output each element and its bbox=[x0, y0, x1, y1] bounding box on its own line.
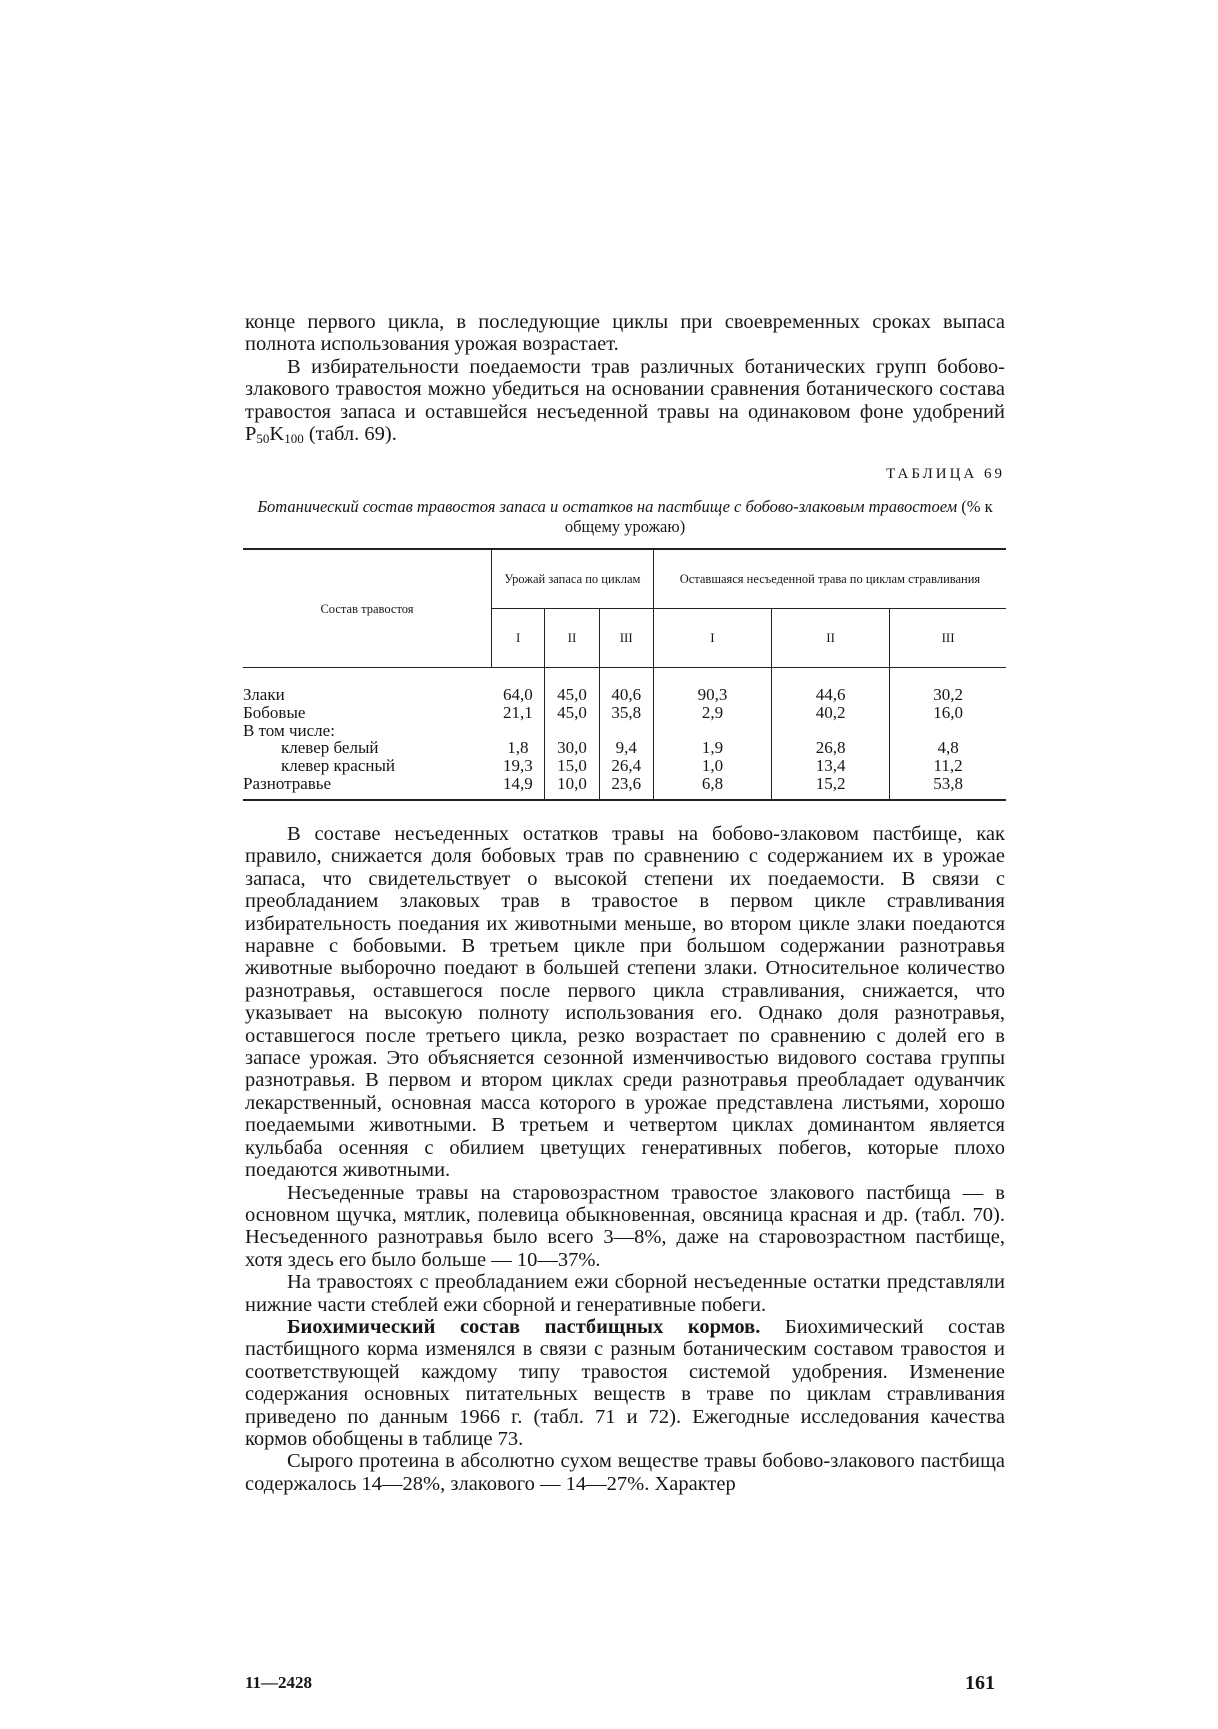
table-cell: 2,9 bbox=[653, 704, 771, 722]
table-cell: 1,8 bbox=[492, 739, 545, 757]
table-cell bbox=[772, 722, 890, 740]
table-cell bbox=[599, 722, 653, 740]
printer-signature: 11—2428 bbox=[245, 1673, 313, 1692]
row-label: клевер красный bbox=[281, 756, 395, 776]
table-number-label: ТАБЛИЦА 69 bbox=[886, 466, 1005, 482]
stub-column-header: Состав травостоя bbox=[243, 549, 492, 668]
body-paragraph-2: Несъеденные травы на старовозрастном травостое злакового пастбища — в основном щучка, мятлик, полевица обыкновенная, овсяница красная и др. (табл. 70). Несъеденного разнотравья было всего 3—8%, даже на старовозрастном пастбище, хотя здесь его было больше — 10—37%. bbox=[245, 1181, 1005, 1271]
row-label: В том числе: bbox=[243, 720, 335, 740]
table-cell: 53,8 bbox=[933, 773, 963, 793]
table-cell bbox=[492, 722, 545, 740]
table-cell: 45,0 bbox=[545, 704, 599, 722]
cycle-header: III bbox=[599, 609, 653, 668]
row-label: Злаки bbox=[243, 685, 285, 704]
intro-text bbox=[245, 311, 1005, 450]
body-paragraph-5: Сырого протеина в абсолютно сухом веществе травы бобово-злакового пастбища содержалось 14—28%, злакового — 14—27%. Характер bbox=[245, 1450, 1005, 1495]
cycle-header: I bbox=[492, 609, 545, 668]
table-cell: 40,2 bbox=[772, 704, 890, 722]
table-cell: 1,0 bbox=[653, 757, 771, 775]
table-cell: 44,6 bbox=[772, 668, 890, 704]
table-row bbox=[243, 704, 1006, 722]
row-label: клевер белый bbox=[281, 738, 379, 758]
botanical-composition-table bbox=[243, 548, 1006, 801]
table-cell: 26,8 bbox=[772, 739, 890, 757]
table-cell: 40,6 bbox=[599, 668, 653, 704]
table-cell: 6,8 bbox=[653, 775, 771, 800]
table-row bbox=[243, 668, 1006, 704]
table-cell: 9,4 bbox=[599, 739, 653, 757]
table-cell: 15,0 bbox=[545, 757, 599, 775]
table-cell: 10,0 bbox=[545, 775, 599, 800]
group-header-reserve-yield: Урожай запаса по циклам bbox=[492, 549, 654, 609]
body-paragraph-4-text: Биохимический состав пастбищного корма изменялся в связи с разным ботаническим составом травостоя и соответствующей каждому типу травостоя системой удобрения. Изменение содержания основных питательных веществ в траве по циклам стравливания приведено по данным 1966 г. (табл. 71 и 72). Ежегодные исследования качества кормов обобщены в таблице 73. bbox=[245, 1315, 1006, 1450]
row-label: Разнотравье bbox=[243, 773, 332, 793]
table-cell: 30,2 bbox=[933, 685, 963, 704]
table-cell: 16,0 bbox=[933, 702, 963, 722]
row-label: Бобовые bbox=[243, 702, 306, 722]
body-paragraph-4 bbox=[245, 1316, 1005, 1450]
page-number: 161 bbox=[965, 1672, 995, 1694]
fertilizer-k-letter: K bbox=[269, 423, 285, 446]
table-cell: 23,6 bbox=[599, 775, 653, 800]
table-cell: 15,2 bbox=[772, 775, 890, 800]
body-paragraph-3: На травостоях с преобладанием ежи сборной несъеденные остатки представляли нижние части стеблей ежи сборной и генеративные побеги. bbox=[245, 1271, 1005, 1316]
intro-paragraph-2 bbox=[245, 356, 1005, 451]
fertilizer-k-subscript: 100 bbox=[284, 431, 304, 447]
table-cell: 26,4 bbox=[599, 757, 653, 775]
cycle-header: I bbox=[653, 609, 771, 668]
fertilizer-p-subscript: 50 bbox=[256, 431, 270, 447]
table-caption-units: (% к общему урожаю) bbox=[564, 497, 993, 536]
intro-paragraph-2-text: В избирательности поедаемости трав различных ботанических групп бобово-злакового травостоя можно убедиться на основании сравнения ботанического состава травостоя запаса и оставшейся несъеденной травы на одинаковом фоне удобрений P bbox=[245, 355, 1005, 446]
table-cell: 21,1 bbox=[492, 704, 545, 722]
table-caption-title: Ботанический состав травостоя запаса и остатков на пастбище с бобово-злаковым травостоем bbox=[257, 497, 958, 516]
table-cell: 19,3 bbox=[492, 757, 545, 775]
table-cell bbox=[890, 722, 1006, 740]
table-cell bbox=[545, 722, 599, 740]
group-header-uneaten-grass: Оставшаяся несъеденной трава по циклам стравливания bbox=[653, 549, 1006, 609]
table-cell: 30,0 bbox=[545, 739, 599, 757]
table-cell: 13,4 bbox=[772, 757, 890, 775]
table-cell: 45,0 bbox=[545, 668, 599, 704]
table-cell: 4,8 bbox=[937, 738, 959, 758]
table-cell bbox=[653, 722, 771, 740]
cycle-header: II bbox=[772, 609, 890, 668]
table-caption bbox=[245, 497, 1005, 537]
intro-paragraph-2-end: (табл. 69). bbox=[303, 423, 397, 446]
table-row bbox=[243, 722, 1006, 740]
intro-paragraph-1: конце первого цикла, в последующие циклы при своевременных сроках выпаса полнота использования урожая возрастает. bbox=[245, 311, 1005, 356]
cycle-header: III bbox=[890, 609, 1006, 668]
table-row bbox=[243, 739, 1006, 757]
cycle-header: II bbox=[545, 609, 599, 668]
body-paragraph-1: В составе несъеденных остатков травы на бобово-злаковом пастбище, как правило, снижается доля бобовых трав по сравнению с содержанием их в урожае запаса, что свидетельствует о высокой степени их поедаемости. В связи с преобладанием злаковых трав в травостое в первом цикле стравливания избирательность поедания их животными меньше, во втором цикле злаки поедаются наравне с бобовыми. В третьем цикле при большом содержании разнотравья животные выборочно поедают в большей степени злаки. Относительное количество разнотравья, оставшегося после первого цикла стравливания, снижается, что указывает на высокую полноту использования его. Однако доля разнотравья, оставшегося после третьего цикла, резко возрастает по сравнению с долей его в запасе урожая. Это объясняется сезонной изменчивостью видового состава группы разнотравья. В первом и втором циклах среди разнотравья преобладает одуванчик лекарственный, основная масса которого в урожае представлена листьями, хорошо поедаемыми животными. В третьем и четвертом циклах доминантом является кульбаба осенняя с обилием цветущих генеративных побегов, которые плохо поедаются животными. bbox=[245, 823, 1005, 1182]
table-row bbox=[243, 775, 1006, 800]
table-cell: 90,3 bbox=[653, 668, 771, 704]
body-text bbox=[245, 823, 1005, 1495]
table-cell: 14,9 bbox=[492, 775, 545, 800]
table-cell: 64,0 bbox=[492, 668, 545, 704]
table-cell: 11,2 bbox=[933, 756, 963, 776]
table-cell: 35,8 bbox=[599, 704, 653, 722]
table-row bbox=[243, 757, 1006, 775]
table-cell: 1,9 bbox=[653, 739, 771, 757]
section-heading-inline: Биохимический состав пастбищных кормов. bbox=[287, 1315, 761, 1338]
